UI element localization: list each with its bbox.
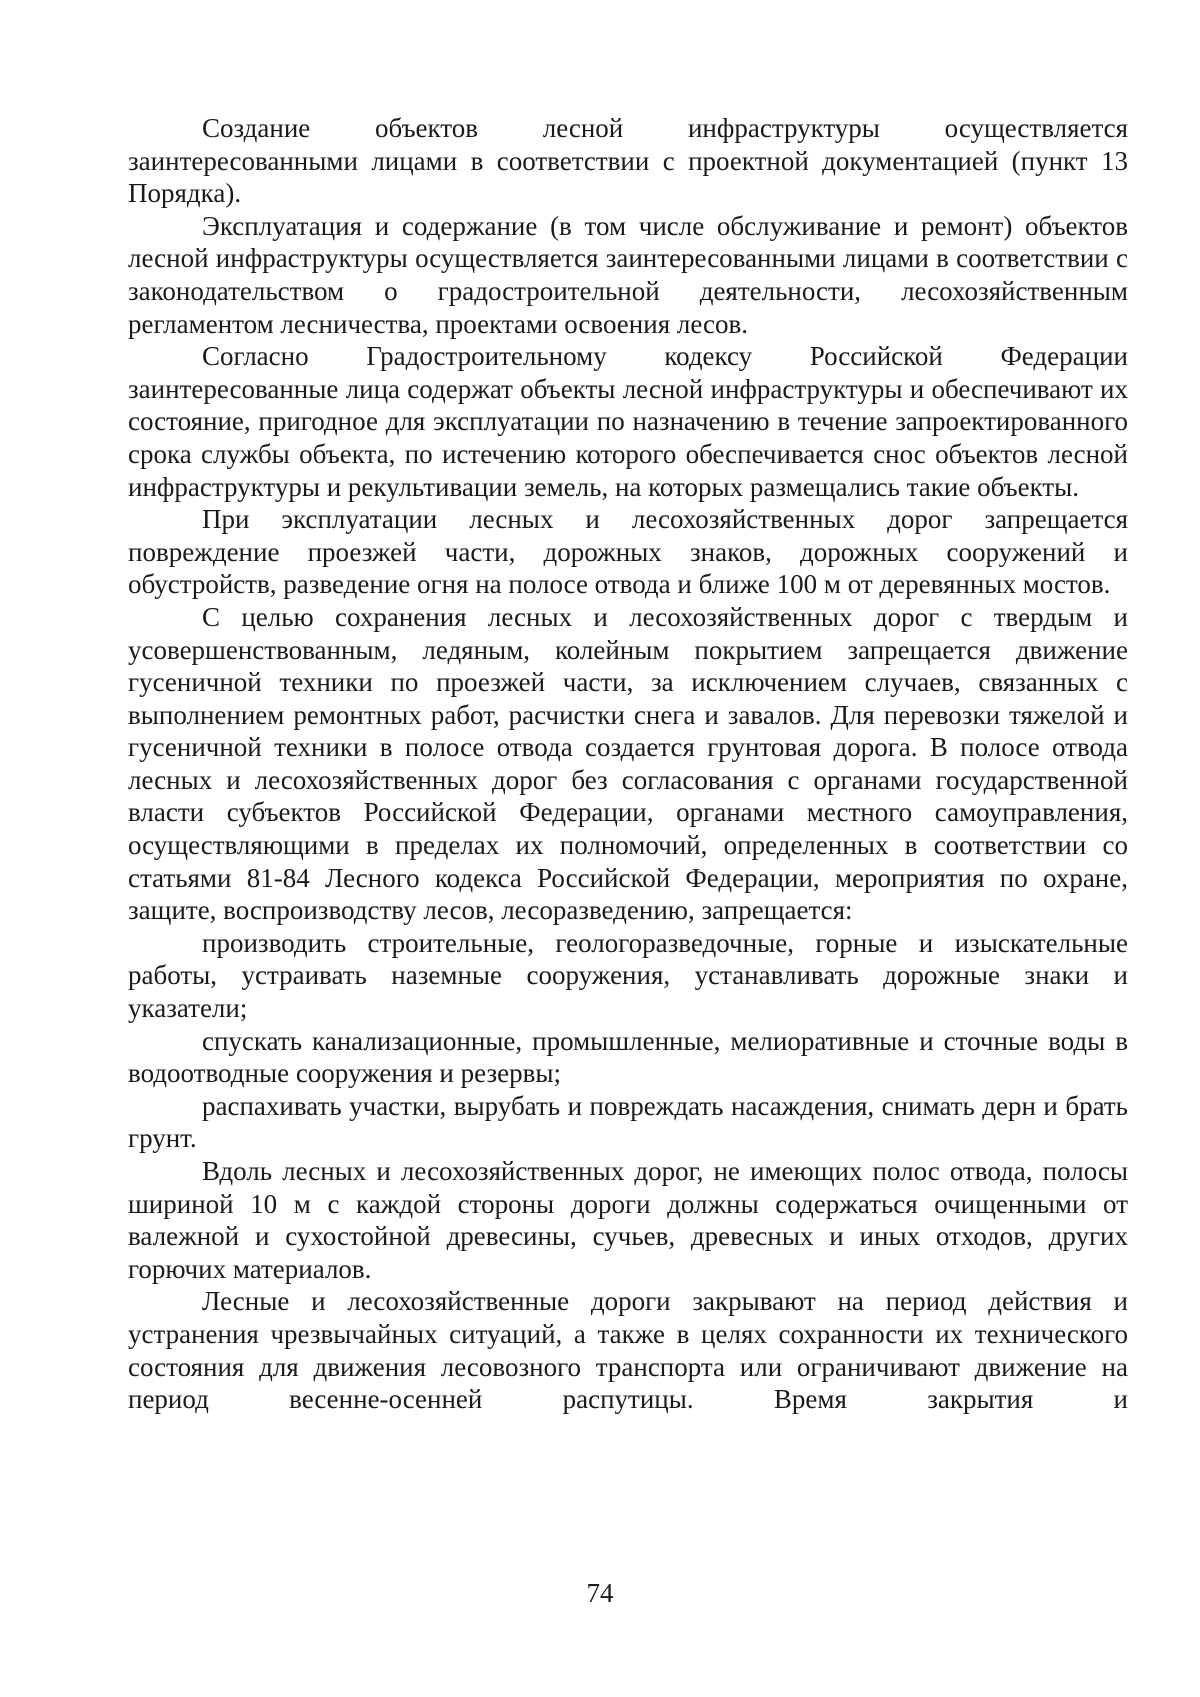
paragraph-5: С целью сохранения лесных и лесохозяйственных дорог с твердым и усовершенствованным, ледяным, колейным покрытием запрещается движение гусеничной техники по проезжей части, за исключением случаев, связанных с выполнением ремонтных работ, расчистки снега и завалов. Для перевозки тяжелой и гусеничной техники в полосе отвода создается грунтовая дорога. В полосе отвода лесных и лесохозяйственных дорог без согласования с органами государственной власти субъектов Российской Федерации, органами местного самоуправления, осуществляющими в пределах их полномочий, определенных в соответствии со статьями 81-84 Лесного кодекса Российской Федерации, мероприятия по охране, защите, воспроизводству лесов, лесоразведению, запрещается: [128,601,1128,926]
paragraph-10: Лесные и лесохозяйственные дороги закрывают на период действия и устранения чрезвычайных ситуаций, а также в целях сохранности их технического состояния для движения лесовозного транспорта или ограничивают движение на период весенне-осенней распутицы. Время закрытия и [128,1286,1128,1415]
page-number: 74 [586,1578,614,1608]
paragraph-8: распахивать участки, вырубать и повреждать насаждения, снимать дерн и брать грунт. [128,1090,1128,1154]
paragraph-4: При эксплуатации лесных и лесохозяйственных дорог запрещается повреждение проезжей части, дорожных знаков, дорожных сооружений и обустройств, разведение огня на полосе отвода и ближе 100 м от деревянных мостов. [128,504,1128,600]
paragraph-9: Вдоль лесных и лесохозяйственных дорог, не имеющих полос отвода, полосы шириной 10 м с каждой стороны дороги должны содержаться очищенными от валежной и сухостойной древесины, сучьев, древесных и иных отходов, других горючих материалов. [128,1156,1128,1284]
document-body [128,112,1128,1416]
paragraph-3: Согласно Градостроительному кодексу Российской Федерации заинтересованные лица содержат объекты лесной инфраструктуры и обеспечивают их состояние, пригодное для эксплуатации по назначению в течение запроектированного срока службы объекта, по истечению которого обеспечивается снос объектов лесной инфраструктуры и рекультивации земель, на которых размещались такие объекты. [128,341,1128,502]
paragraph-6: производить строительные, геологоразведочные, горные и изыскательные работы, устраивать наземные сооружения, устанавливать дорожные знаки и указатели; [128,927,1128,1024]
paragraph-2: Эксплуатация и содержание (в том числе обслуживание и ремонт) объектов лесной инфраструктуры осуществляется заинтересованными лицами в соответствии с законодательством о градостроительной деятельности, лесохозяйственным регламентом лесничества, проектами освоения лесов. [128,210,1128,339]
paragraph-7: спускать канализационные, промышленные, мелиоративные и сточные воды в водоотводные сооружения и резервы; [128,1025,1128,1089]
paragraph-1: Создание объектов лесной инфраструктуры осуществляется заинтересованными лицами в соответствии с проектной документацией (пункт 13 Порядка). [128,113,1128,209]
